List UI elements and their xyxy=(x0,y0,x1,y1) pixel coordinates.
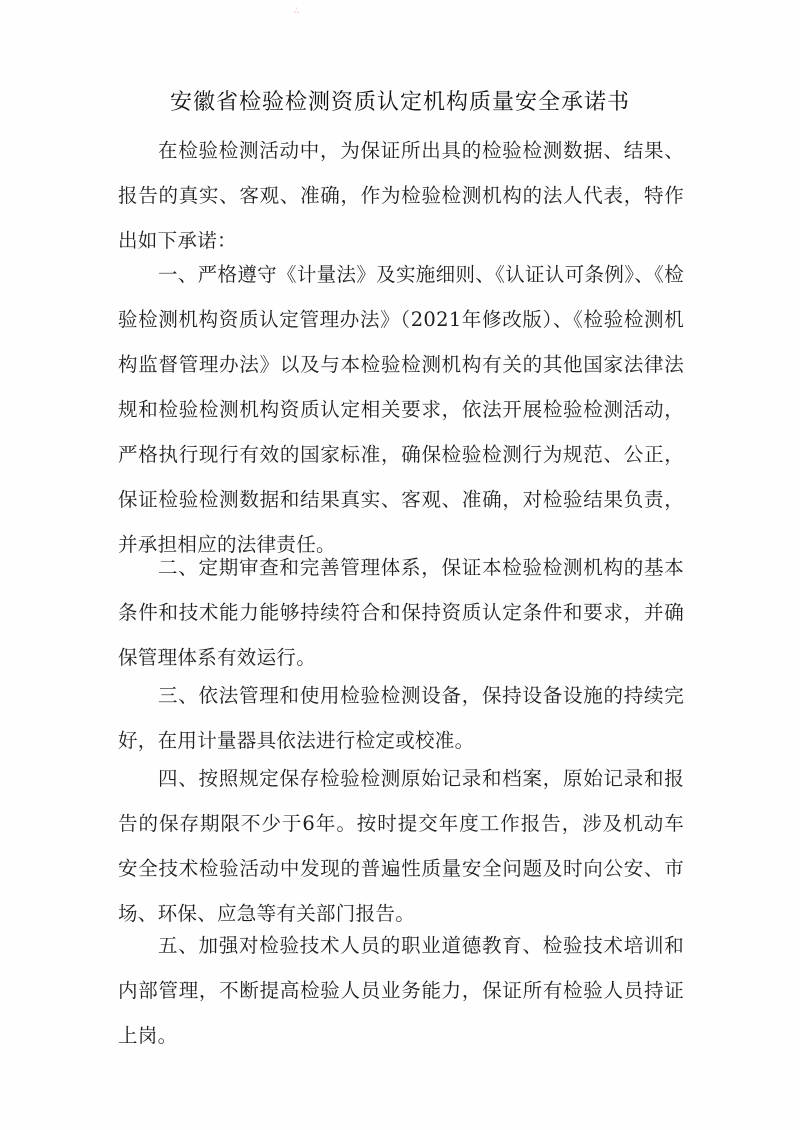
commitment-item-4: 四、按照规定保存检验检测原始记录和档案，原始记录和报告的保存期限不少于6年。按时提交年度工作报告，涉及机动车安全技术检验活动中发现的普遍性质量安全问题及时向公安、市场、环保、应急等有关部门报告。 xyxy=(118,767,684,925)
commitment-item-2: 二、定期审查和完善管理体系，保证本检验检测机构的基本条件和技术能力能够持续符合和保持资质认定条件和要求，并确保管理体系有效运行。 xyxy=(118,556,684,669)
commitment-item-3: 三、依法管理和使用检验检测设备，保持设备设施的持续完好，在用计量器具依法进行检定或校准。 xyxy=(118,684,684,752)
commitment-item-1: 一、严格遵守《计量法》及实施细则、《认证认可条例》、《检验检测机构资质认定管理办法》（2021年修改版）、《检验检测机构监督管理办法》以及与本检验检测机构有关的其他国家法律法规和检验检测机构资质认定相关要求，依法开展检验检测活动，严格执行现行有效的国家标准，确保检验检测行为规范、公正，保证检验检测数据和结果真实、客观、准确，对检验结果负责，并承担相应的法律责任。 xyxy=(118,263,684,556)
scan-mark: ㄙ xyxy=(292,6,302,16)
document-title: 安徽省检验检测资质认定机构质量安全承诺书 xyxy=(169,90,630,115)
intro-paragraph: 在检验检测活动中，为保证所出具的检验检测数据、结果、报告的真实、客观、准确，作为检验检测机构的法人代表，特作出如下承诺： xyxy=(118,139,684,252)
commitment-item-5: 五、加强对检验技术人员的职业道德教育、检验技术培训和内部管理，不断提高检验人员业务能力，保证所有检验人员持证上岗。 xyxy=(118,934,684,1047)
